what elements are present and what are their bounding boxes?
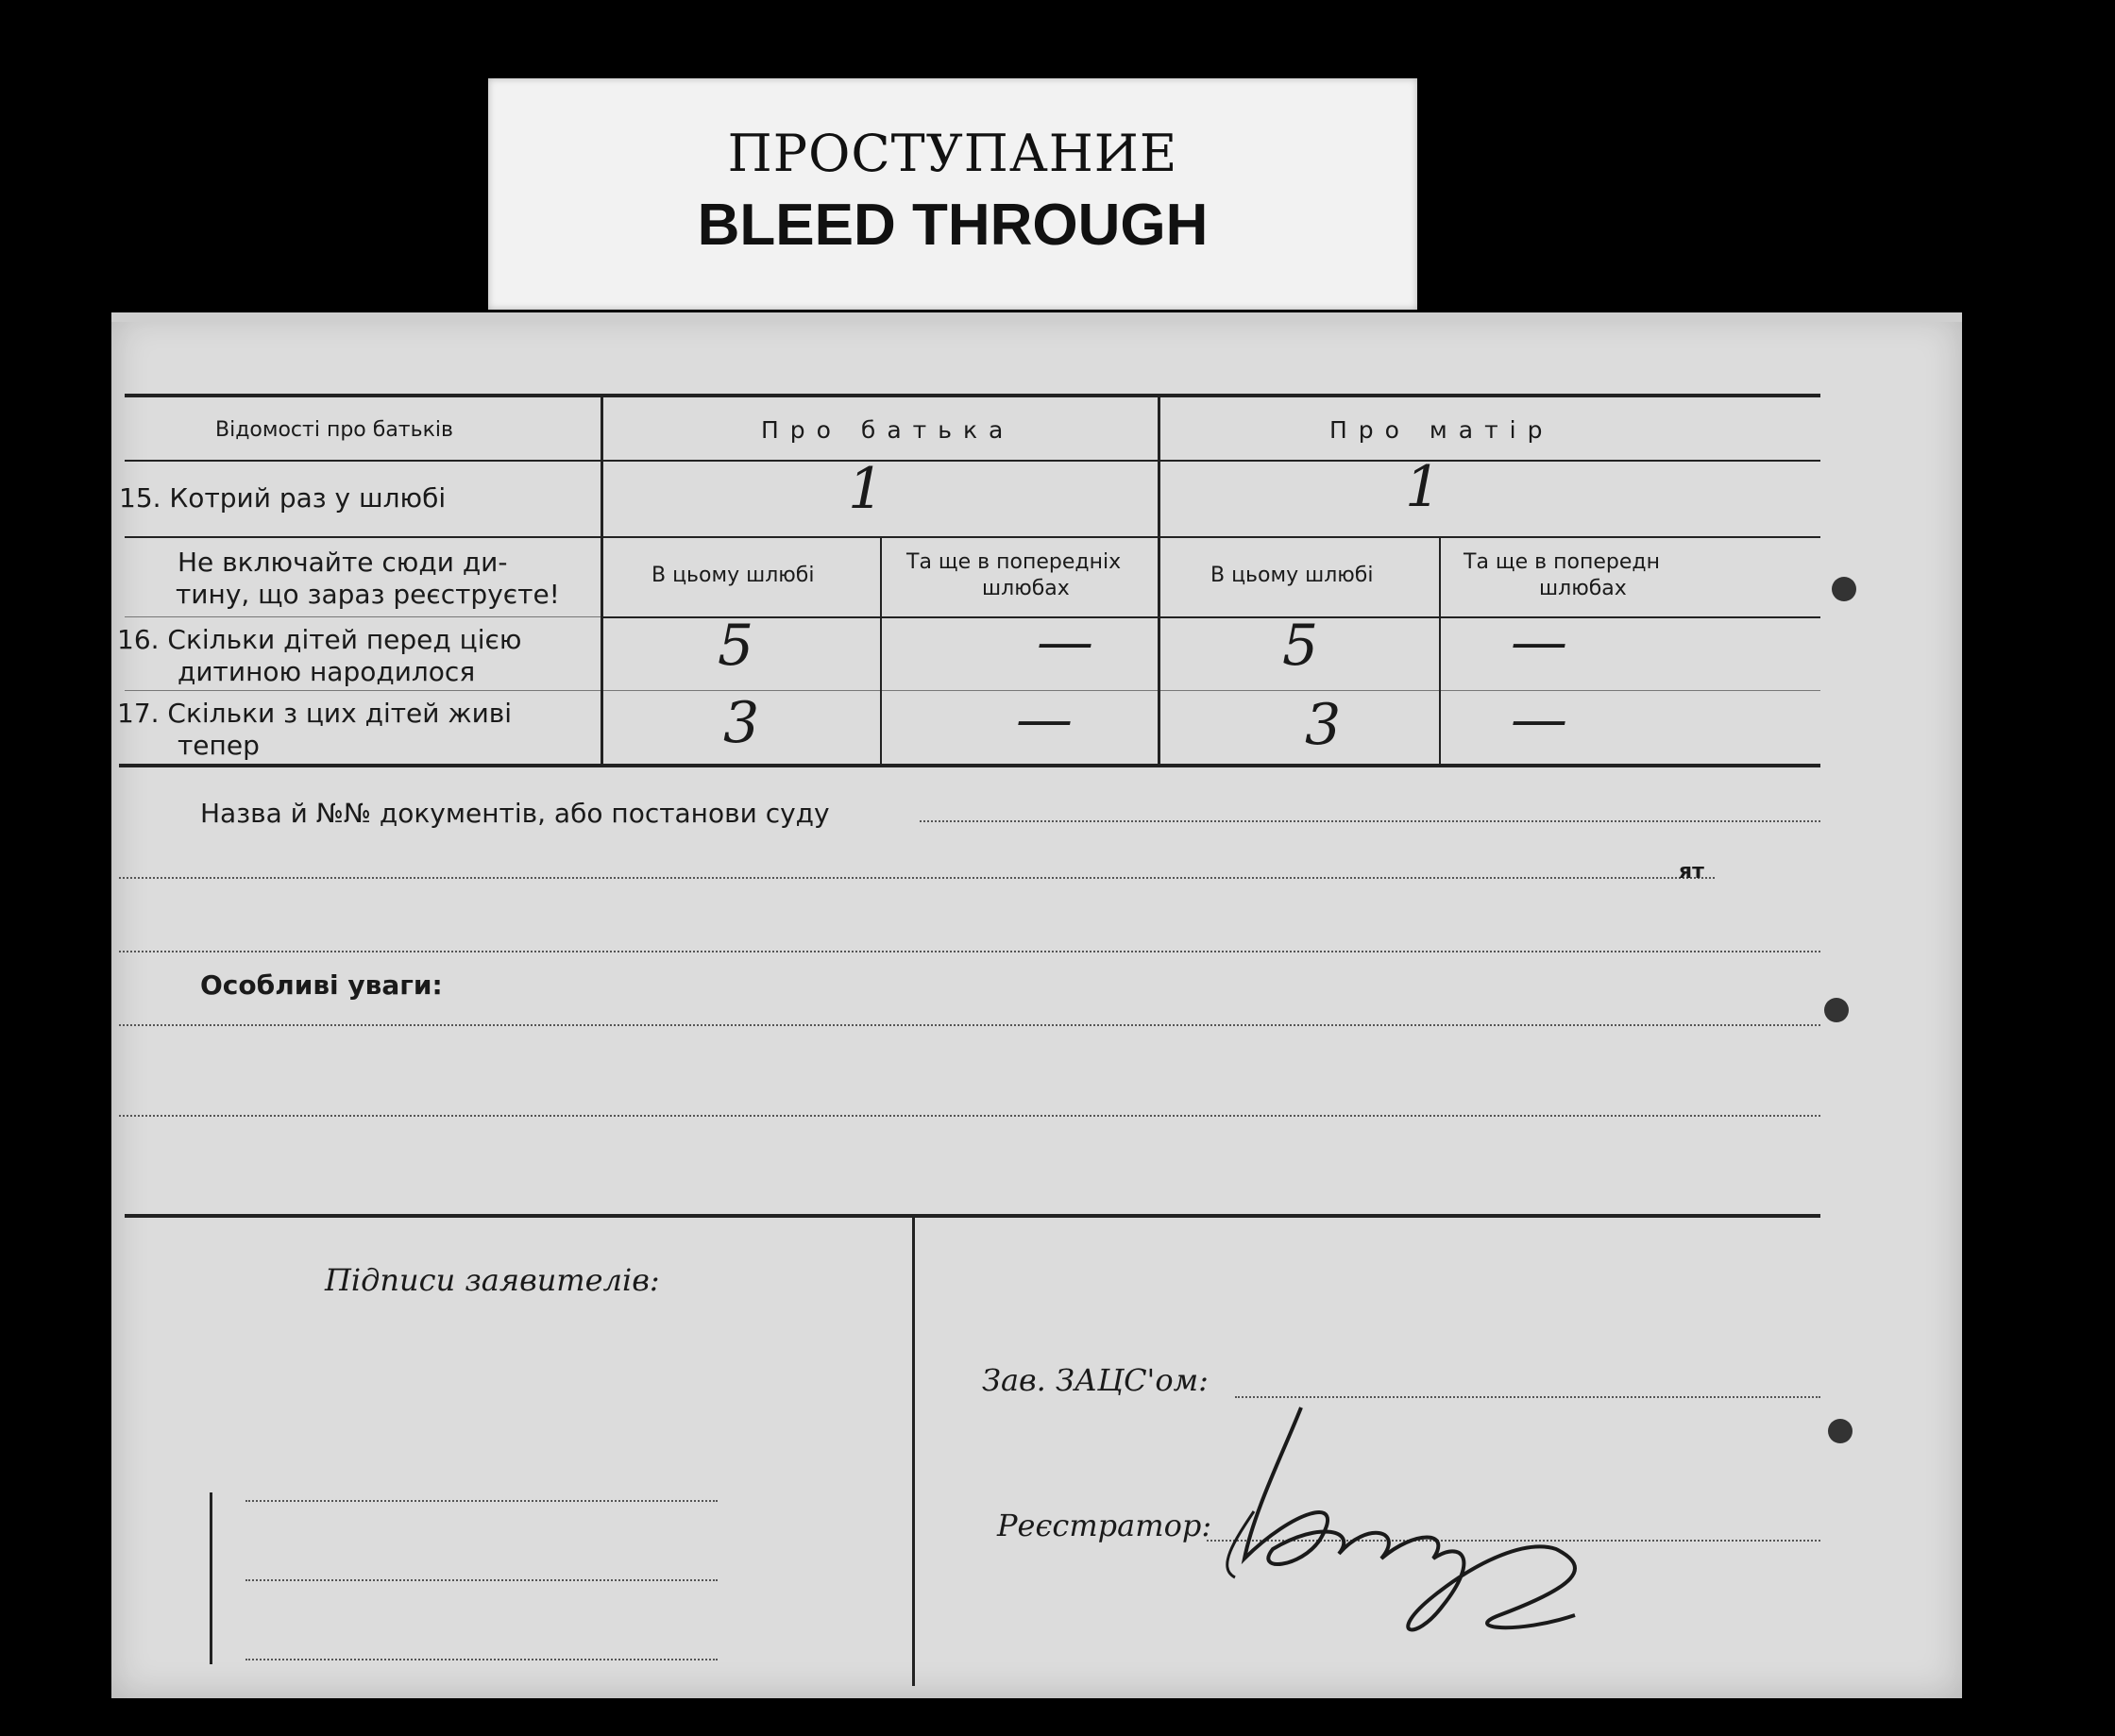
punch-hole-2 [1824,998,1849,1022]
row16-line2: дитиною народилося [178,656,476,687]
margin-fragment: ят [1679,860,1704,884]
head-registry-label: Зав. ЗАЦС'ом: [982,1362,1209,1398]
header-father: Про батька [761,416,1015,444]
documents-dotline-2 [119,877,1715,879]
note-line1: Не включайте сюди ди- [178,547,508,578]
row16-mother-this: 5 [1282,613,1319,679]
table-vline-4 [1439,536,1441,766]
table-vline-3 [880,536,882,766]
document-sheet [111,312,1962,1698]
registrar-signature [1216,1398,1726,1672]
documents-dotline-1 [920,820,1820,822]
bleed-through-banner [488,78,1417,310]
applicants-signatures-label: Підписи заявителів: [325,1262,660,1298]
row17-mother-prev: — [1511,686,1567,752]
applicant-line-2 [245,1579,718,1581]
subheader-father-prev-2: шлюбах [982,577,1070,600]
table-header-rule [125,460,1820,462]
row17-line2: тепер [178,730,260,761]
table-vline-1 [601,394,603,766]
note-line2: тину, що зараз реєструєте! [176,579,560,610]
row16-father-this: 5 [718,613,754,679]
registrar-label: Реєстратор: [997,1508,1212,1543]
header-parents-info: Відомості про батьків [215,418,453,442]
row17-line1: 17. Скільки з цих дітей живі [117,698,513,729]
banner-title-ru: ПРОСТУПАНИЕ [727,124,1178,183]
row15-father-value: 1 [848,456,885,522]
applicants-bracket [210,1492,212,1664]
special-notes-label: Особливі уваги: [200,969,443,1001]
subheader-mother-prev-2: шлюбах [1539,577,1627,600]
header-mother: Про матір [1329,416,1554,444]
documents-label: Назва й №№ документів, або постанови суду [200,798,830,829]
applicant-line-1 [245,1500,718,1502]
signature-top-rule [125,1214,1820,1218]
subheader-mother-prev-1: Та ще в попередн [1464,550,1660,574]
sheet-edge [111,312,1962,322]
table-vline-2 [1158,394,1160,766]
table-top-rule [125,394,1820,397]
subheader-mother-this: В цьому шлюбі [1210,564,1374,587]
signature-divider [912,1214,915,1686]
notes-dotline-1 [119,1024,1820,1026]
table-bottom-rule [119,764,1820,767]
documents-dotline-3 [119,951,1820,952]
table-rule-16 [125,616,602,617]
row17-father-this: 3 [723,690,760,756]
row16-father-prev: — [1037,609,1093,675]
row16-line1: 16. Скільки дітей перед цією [117,624,522,655]
notes-dotline-2 [119,1115,1820,1117]
row16-mother-prev: — [1511,609,1567,675]
banner-title-en: BLEED THROUGH [697,193,1209,258]
punch-hole-3 [1828,1419,1853,1443]
row17-mother-this: 3 [1305,692,1342,758]
row15-label: 15. Котрий раз у шлюбі [119,482,447,514]
subheader-father-prev-1: Та ще в попередніх [906,550,1122,574]
punch-hole-1 [1832,577,1856,601]
subheader-father-this: В цьому шлюбі [651,564,815,587]
row15-mother-value: 1 [1405,454,1442,520]
table-rule-15 [125,536,1820,538]
row17-father-prev: — [1016,686,1073,752]
table-rule-sub [602,616,1820,618]
applicant-line-3 [245,1659,718,1660]
